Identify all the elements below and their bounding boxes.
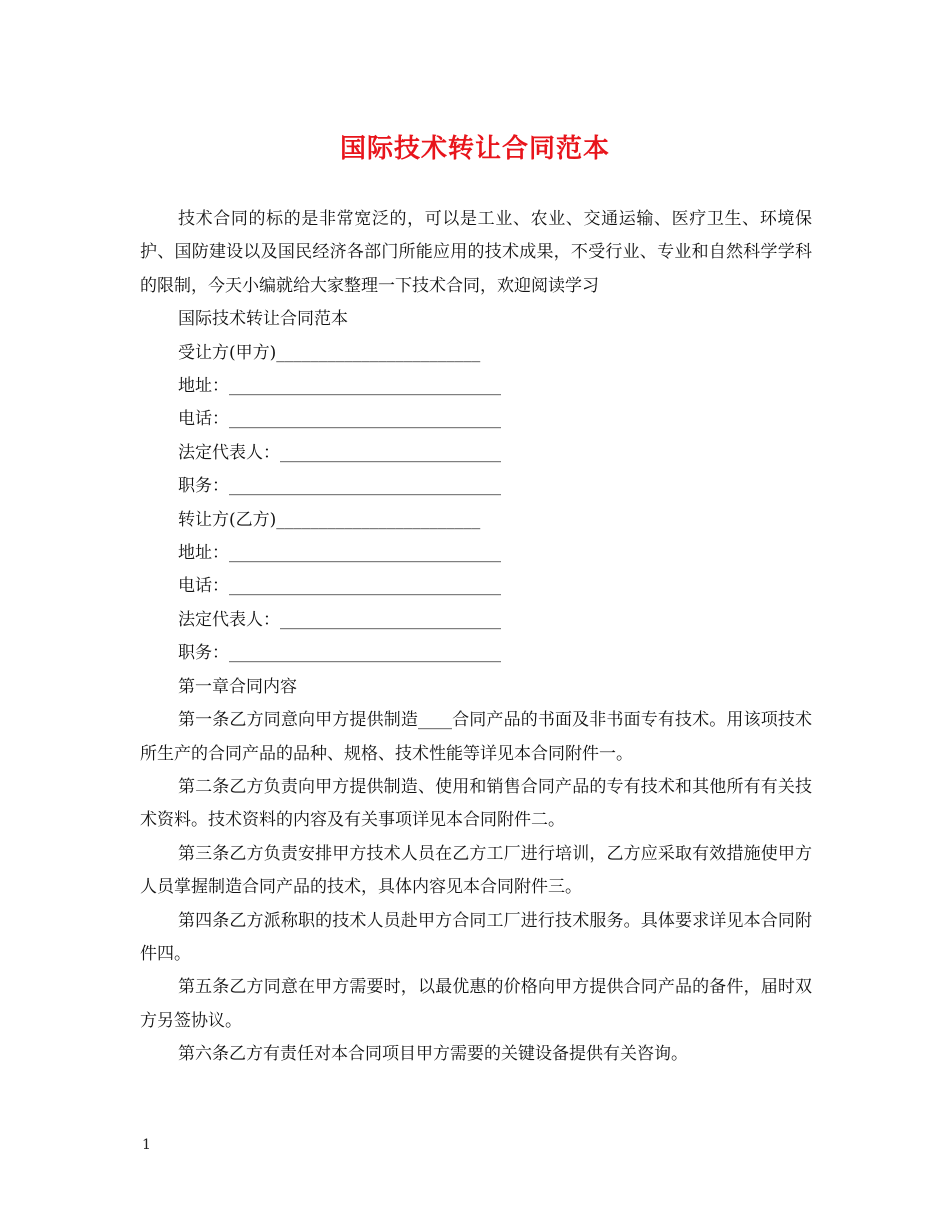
party-b-name-field: 转让方(乙方)________________________ <box>178 509 481 530</box>
party-b-position-field: 职务：________________________________ <box>178 643 501 664</box>
party-a-name-field: 受让方(甲方)________________________ <box>178 342 481 363</box>
article-paragraph: 第六条乙方有责任对本合同项目甲方需要的关键设备提供有关咨询。 <box>178 1044 688 1065</box>
party-a-position-field: 职务：________________________________ <box>178 476 501 497</box>
article-paragraph: 第三条乙方负责安排甲方技术人员在乙方工厂进行培训，乙方应采取有效措施使甲方人员掌握制造合同产品的技术，具体内容见本合同附件三。 <box>140 843 812 898</box>
page-number: 1 <box>142 1137 151 1153</box>
party-b-representative-field: 法定代表人：__________________________ <box>178 609 501 630</box>
party-b-address-field: 地址：________________________________ <box>178 543 501 564</box>
party-b-phone-field: 电话：________________________________ <box>178 576 501 597</box>
party-a-phone-field: 电话：________________________________ <box>178 409 501 430</box>
intro-paragraph: 技术合同的标的是非常宽泛的，可以是工业、农业、交通运输、医疗卫生、环境保护、国防建设以及国民经济各部门所能应用的技术成果，不受行业、专业和自然科学学科的限制，今天小编就给大家整理一下技术合同，欢迎阅读学习 <box>140 209 812 296</box>
article-paragraph: 第二条乙方负责向甲方提供制造、使用和销售合同产品的专有技术和其他所有有关技术资料。技术资料的内容及有关事项详见本合同附件二。 <box>140 776 812 831</box>
contract-subtitle: 国际技术转让合同范本 <box>178 309 348 330</box>
chapter-heading: 第一章合同内容 <box>178 676 297 697</box>
party-a-representative-field: 法定代表人：__________________________ <box>178 442 501 463</box>
article-paragraph: 第一条乙方同意向甲方提供制造____合同产品的书面及非书面专有技术。用该项技术所生产的合同产品的品种、规格、技术性能等详见本合同附件一。 <box>140 710 812 764</box>
document-title: 国际技术转让合同范本 <box>339 134 610 164</box>
article-paragraph: 第四条乙方派称职的技术人员赴甲方合同工厂进行技术服务。具体要求详见本合同附件四。 <box>140 910 812 964</box>
party-a-address-field: 地址：________________________________ <box>178 376 501 397</box>
article-paragraph: 第五条乙方同意在甲方需要时，以最优惠的价格向甲方提供合同产品的备件，届时双方另签协议。 <box>140 977 812 1031</box>
document-body <box>140 203 812 1072</box>
